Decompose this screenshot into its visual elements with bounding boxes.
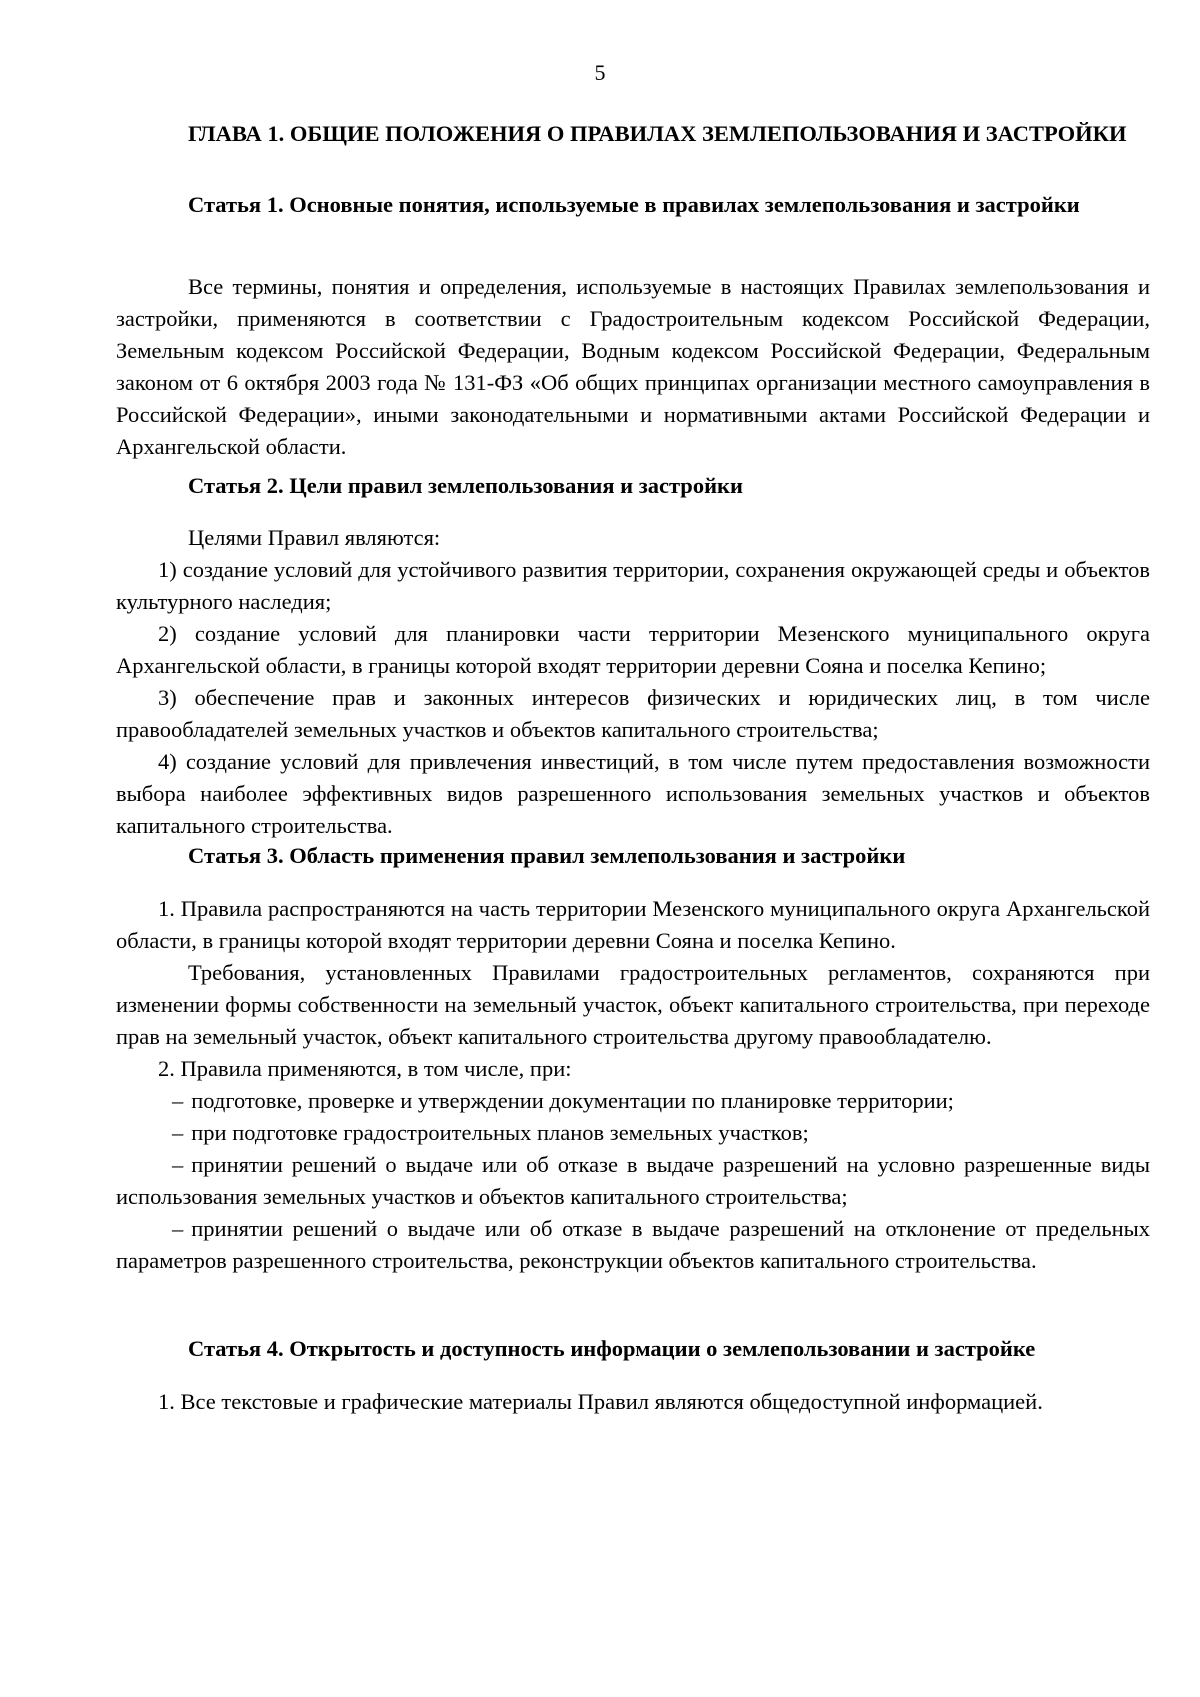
article-1-text: Все термины, понятия и определения, используемые в настоящих Правилах землепользования и застройки, применяются в соответствии с Градостроительным кодексом Российской Федерации, Земельным кодексом Российской Федерации, Водным кодексом Российской Федерации, Федеральным законом от 6 октября 2003 года № 131-ФЗ «Об общих принципах организации местного самоуправления в Российской Федерации», иными законодательными и нормативными актами Российской Федерации и Архангельской области.	[116, 274, 1150, 459]
article-3-para-1: 1. Правила распространяются на часть территории Мезенского муниципального округа Архангельской области, в границы которой входят территории деревни Сояна и поселка Кепино.	[116, 896, 1150, 953]
article-2-body	[116, 522, 1150, 842]
dash-item-text: принятии решений о выдаче или об отказе в выдаче разрешений на отклонение от предельных параметров разрешенного строительства, реконструкции объектов капитального строительства.	[116, 1216, 1150, 1273]
dash-item-text: подготовке, проверке и утверждении документации по планировке территории;	[191, 1088, 954, 1113]
article-4	[116, 1333, 1150, 1365]
list-item: 1) создание условий для устойчивого развития территории, сохранения окружающей среды и объектов культурного наследия;	[116, 557, 1150, 614]
article-2	[116, 470, 1150, 502]
dash-mark: –	[172, 1088, 184, 1113]
dash-item-text: при подготовке градостроительных планов земельных участков;	[191, 1120, 809, 1145]
article-1-title: Статья 1. Основные понятия, используемые в правилах землепользования и застройки	[188, 192, 1080, 217]
dash-mark: –	[172, 1216, 184, 1241]
article-1-body	[116, 271, 1150, 463]
dash-item	[116, 1213, 1150, 1277]
article-3-para-3: 2. Правила применяются, в том числе, при:	[158, 1056, 572, 1081]
page-number: 5	[594, 60, 606, 85]
chapter-title: ГЛАВА 1. ОБЩИЕ ПОЛОЖЕНИЯ О ПРАВИЛАХ ЗЕМЛЕПОЛЬЗОВАНИЯ И ЗАСТРОЙКИ	[188, 121, 1127, 146]
article-4-body	[116, 1386, 1150, 1418]
dash-item	[116, 1117, 1150, 1149]
dash-mark: –	[172, 1120, 184, 1145]
list-item: 3) обеспечение прав и законных интересов физических и юридических лиц, в том числе правообладателей земельных участков и объектов капитального строительства;	[116, 685, 1150, 742]
dash-item	[116, 1085, 1150, 1117]
dash-mark: –	[172, 1152, 184, 1177]
list-item: 4) создание условий для привлечения инвестиций, в том числе путем предоставления возможности выбора наиболее эффективных видов разрешенного использования земельных участков и объектов капитального строительства.	[116, 749, 1150, 838]
article-3	[116, 840, 1150, 872]
dash-item	[116, 1149, 1150, 1213]
article-3-body	[116, 893, 1150, 1277]
article-1	[116, 189, 1150, 221]
article-4-title: Статья 4. Открытость и доступность информации о землепользовании и застройке	[188, 1336, 1036, 1361]
list-item: 2) создание условий для планировки части территории Мезенского муниципального округа Архангельской области, в границы которой входят территории деревни Сояна и поселка Кепино;	[116, 621, 1150, 678]
article-2-title: Статья 2. Цели правил землепользования и застройки	[188, 473, 743, 498]
dash-item-text: принятии решений о выдаче или об отказе в выдаче разрешений на условно разрешенные виды использования земельных участков и объектов капитального строительства;	[116, 1152, 1150, 1209]
article-2-intro: Целями Правил являются:	[188, 525, 441, 550]
article-3-title: Статья 3. Область применения правил землепользования и застройки	[188, 843, 906, 868]
article-4-para-1: 1. Все текстовые и графические материалы Правил являются общедоступной информацией.	[158, 1389, 1043, 1414]
article-3-para-2: Требования, установленных Правилами градостроительных регламентов, сохраняются при изменении формы собственности на земельный участок, объект капитального строительства, при переходе прав на земельный участок, объект капитального строительства другому правообладателю.	[116, 960, 1150, 1049]
